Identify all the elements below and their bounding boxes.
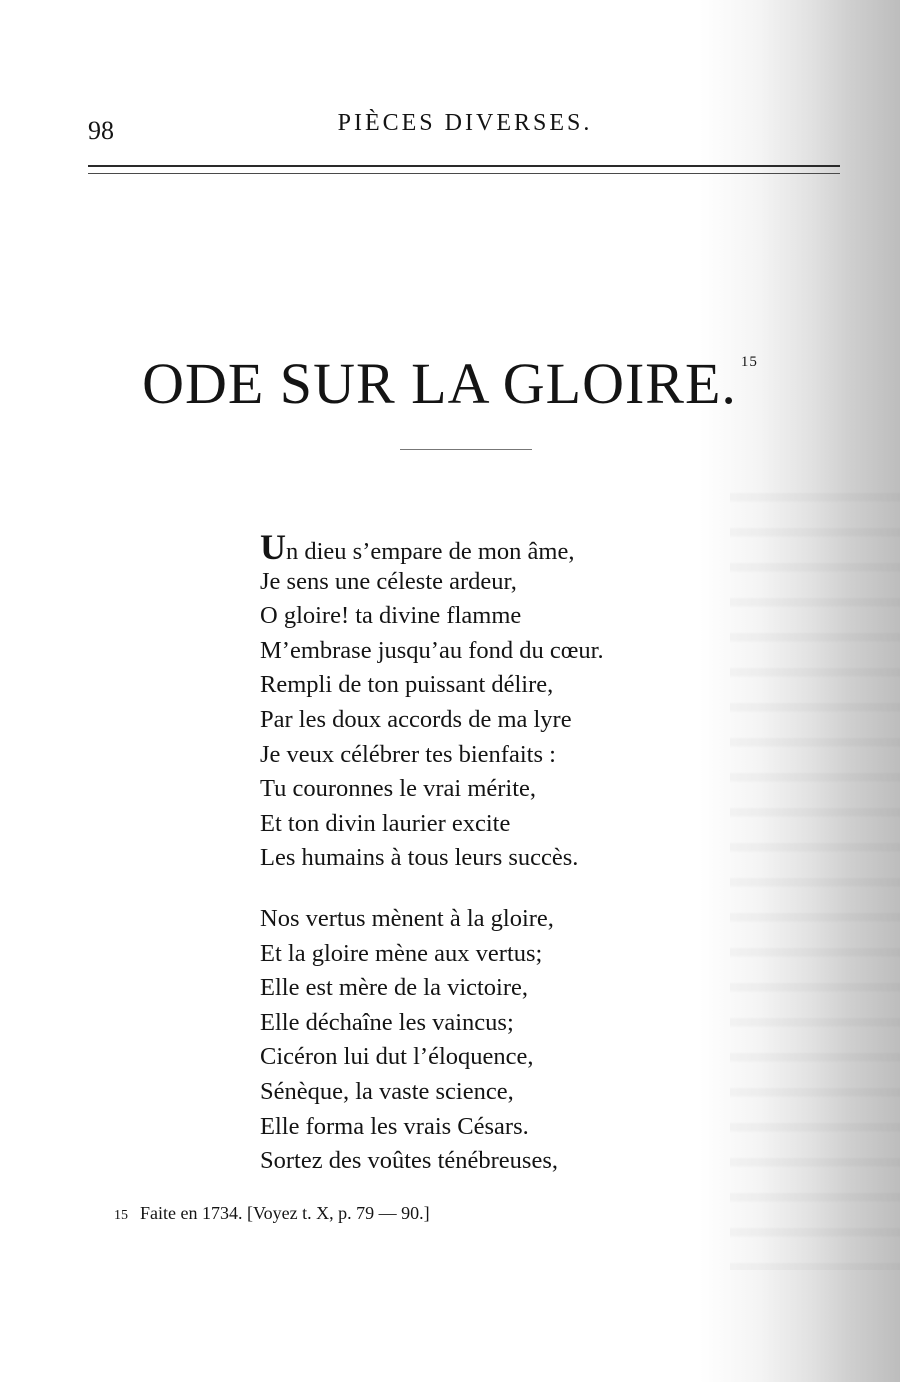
page-number: 98 [88, 116, 114, 145]
poem-body [260, 527, 720, 1205]
verse-line: O gloire! ta divine flamme [260, 602, 522, 630]
poem-title [0, 350, 900, 417]
footnote-marker: 15 [114, 1208, 128, 1223]
verse-line: Nos vertus mènent à la gloire, [260, 904, 554, 932]
verse-line: Elle forma les vrais Césars. [260, 1112, 529, 1140]
verse-line: Tu couronnes le vrai mérite, [260, 775, 537, 803]
stanza-2 [260, 902, 720, 1179]
running-head: PIÈCES DIVERSES. [337, 110, 593, 136]
footnote [114, 1203, 430, 1224]
verse-line: Sénèque, la vaste science, [260, 1077, 514, 1105]
verse-line: Je sens une céleste ardeur, [260, 567, 517, 595]
verse-line: Elle est mère de la victoire, [260, 974, 529, 1002]
verse-line: Les humains à tous leurs succès. [260, 844, 579, 872]
verse-line: Elle déchaîne les vaincus; [260, 1008, 514, 1036]
verse-line: M’embrase jusqu’au fond du cœur. [260, 636, 604, 664]
verse-line: Et ton divin laurier excite [260, 809, 511, 837]
verse-line: Je veux célébrer tes bienfaits : [260, 740, 556, 768]
verse-line: Rempli de ton puissant délire, [260, 671, 554, 699]
verse-line: Cicéron lui dut l’éloquence, [260, 1043, 534, 1071]
show-through-shadow [730, 470, 900, 1270]
verse-line: Et la gloire mène aux vertus; [260, 939, 543, 967]
title-ornament-rule [400, 449, 532, 450]
verse-line: Par les doux accords de ma lyre [260, 705, 572, 733]
verse-line [260, 527, 720, 567]
header-rule-thick [88, 165, 840, 167]
title-footnote-marker: 15 [740, 354, 758, 370]
verse-line: Sortez des voûtes ténébreuses, [260, 1147, 558, 1175]
drop-cap: U [260, 527, 286, 567]
poem-title-text: ODE SUR LA GLOIRE. [142, 351, 737, 416]
verse-text: n dieu s’empare de mon âme, [286, 538, 575, 565]
footnote-text: Faite en 1734. [Voyez t. X, p. 79 — 90.] [140, 1203, 430, 1223]
header-rule-thin [88, 173, 840, 174]
stanza-1 [260, 527, 720, 876]
